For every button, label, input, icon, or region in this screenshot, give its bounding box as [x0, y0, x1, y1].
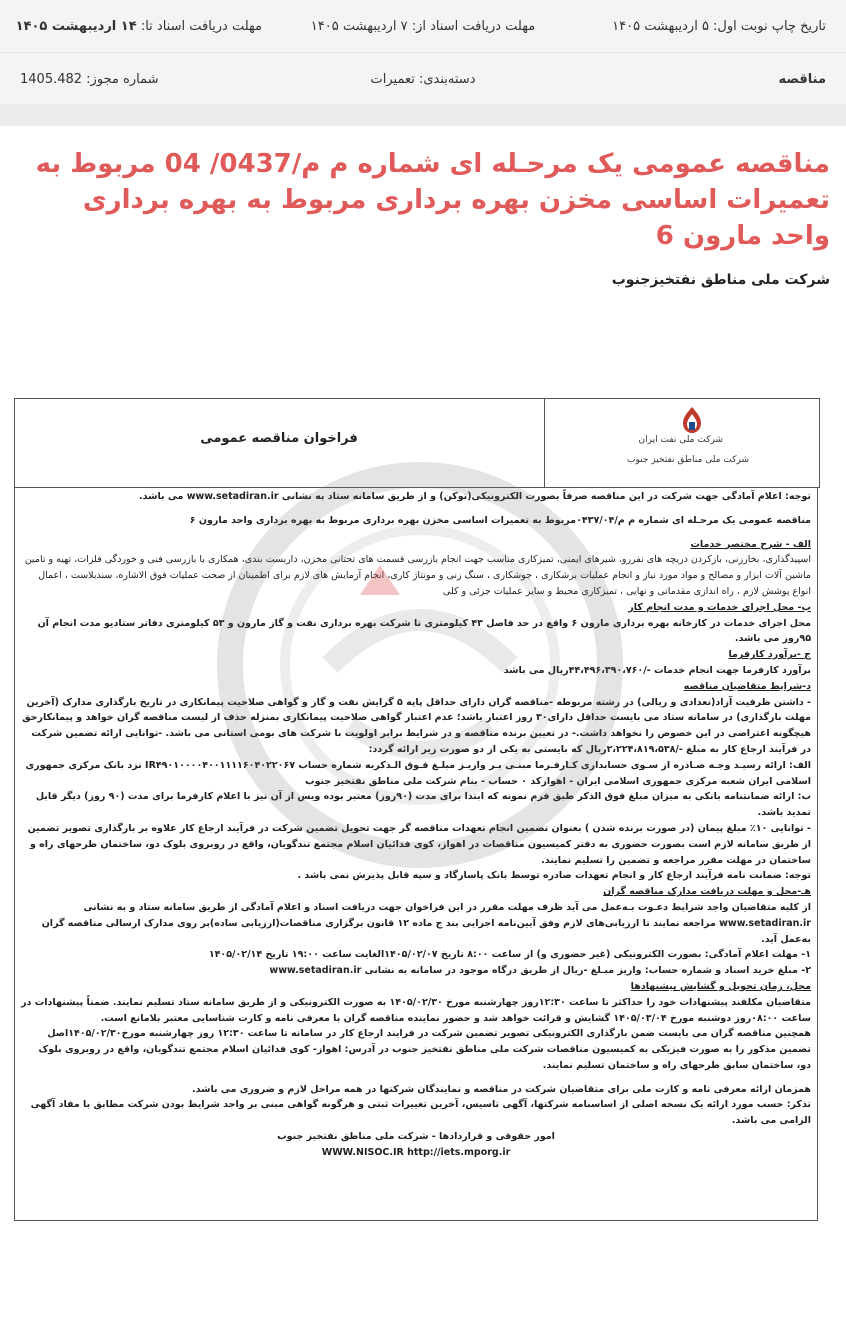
notice-line: - توانایی ۱۰٪ مبلغ پیمان (در صورت برنده شدن ) بعنوان تضمین انجام تعهدات مناقصه گر جهت تحویل تضمین شرکت در فرآیند ارجاع کار علاوه بر بارگذاری تصویر تضمین از طریق سامانه لازم است بصورت حضوری به دفتر کمیسیون مناقصات در اهواز، کوی فدائیان اسلام مجتمع تندگویان، واقع در روبروی بلوک دو، ساختمان طرحهای راه و ساختمان در مهلت مقرر مراجعه و تضمین را تسلیم نمایند. [27, 822, 811, 866]
notice-line: متقاضیان مکلفند پیشنهادات خود را حداکثر تا ساعت ۱۲:۳۰روز چهارشنبه مورخ ۱۴۰۵/۰۲/۳۰ به صورت الکترونیکی و از طریق سامانه ستاد تسلیم نمایند. ضمناً پیشنهادات در ساعت ۰۸:۰۰روز دوشنبه مورخ ۱۴۰۵/۰۳/۰۴ گشایش و قرائت خواهد شد و حضور نماینده مناقصه گران با معرفی نامه و کارت شناسایی معتبر بلامانع است. [21, 996, 811, 1024]
notice-section-heading: ج -برآورد کارفرما [728, 649, 811, 661]
company-name: شرکت ملی مناطق نفتخیزجنوب [611, 272, 830, 288]
notice-line: مناقصه عمومی یک مرحـله ای شماره م م/۰۴۳۷/۰۴مربوط به تعمیرات اساسی مخزن بهره برداری مربوط به بهره برداری واحد مارون ۶ [189, 514, 811, 526]
notice-line: - داشتن ظرفیت آزاد(تعدادی و ریالی) در رشته مربوطه -مناقصه گران دارای حداقل پایه ۵ گرایش نفت و گاز و گواهی صلاحیت پیمانکاری در تاریخ بارگذاری مدارک (آخرین مهلت بارگذاری) در سامانه ستاد می بایست حداقل دارای۳۰ روز اعتبار باشد؛ عدم اعتبار گواهی صلاحیت پیمانکاری بمنزله حذف از لیست مناقصه گران خواهد و پیمانکارحق هیچگونه اعتراضی در این خصوص را نخواهد داشت.- در تعیین برنده مناقصه و در شرایط برابر اولویت با شرکت های بومی استانی می باشد. -توانایی ارائه تضمین شرکت در فرآیند ارجاع کار به مبلغ -/۲،۲۲۴،۸۱۹،۵۳۸ریال که بایستی به یکی از دو صورت زیر ارائه گردد: [22, 696, 811, 755]
doc-until-date [0, 19, 282, 34]
tender-notice-image [14, 398, 820, 1222]
notice-section-heading: الف - شرح مختصر خدمات [690, 538, 811, 550]
meta-row-dates [0, 0, 846, 52]
tender-category: دسته‌بندی: تعمیرات [370, 71, 476, 87]
notice-section-heading: ب- محل اجرای خدمات و مدت انجام کار [628, 601, 811, 613]
doc-from-date: مهلت دریافت اسناد از: ۷ اردیبهشت ۱۴۰۵ [310, 18, 536, 34]
notice-line: الف: ارائه رسیـد وجـه صـادره از سـوی حسابداری کـارفـرما مبنـی بـر واریـز مبلـغ فـوق الـذکربه شماره حساب IR۴۹۰۱۰۰۰۰۴۰۰۱۱۱۱۶۰۴۰۲۲۰۶۷ نزد بانک مرکزی جمهوری اسلامی ایران شعبه مرکزی جمهوری اسلامی ایران - اهوازکد ۰ حساب - بنام شرکت ملی مناطق نفتخیز جنوب [25, 759, 811, 787]
notice-line: برآورد کارفرما جهت انجام خدمات -/۴۴،۴۹۶،۳۹۰،۷۶۰ریال می باشد [503, 664, 811, 676]
notice-header [14, 398, 820, 488]
notice-line: اسپیدگذاری، بخارزنی، بازکردن دریچه های نفررو، شیرهای ایمنی، تمیزکاری مناسب جهت انجام بازرسی قسمت های تحتانی مخزن، داربست بندی، همکاری با بازرسی فنی و خوردگی فلزات، تهیه و تامین ماشین آلات ابزار و مصالح و مواد مورد نیاز و انجام عملیات برشکاری ، جوشکاری ، سنگ زنی و مونتاژ کاری، انجام آزمایش های لازم برای اطمینان از صحت عملیات فوق الاشاره، سندبلاست ، اعمال انواع پوشش لازم ، راه اندازی مقدماتی و نهایی ، تمیزکاری محیط و سایر عملیات جزئی و کلی [24, 554, 811, 597]
notice-spacer [21, 505, 811, 513]
meta-row-info [0, 52, 846, 105]
logo-cell [544, 399, 819, 487]
tender-meta-card [0, 0, 846, 105]
notice-line: ۲- مبلغ خرید اسناد و شماره حساب: واریز مبـلغ -ریال از طریق درگاه موجود در سامانه به نشانی www.setadiran.ir [269, 965, 811, 977]
notice-section-heading: محل، زمان تحویل و گشایش پیشنهادها [630, 980, 811, 992]
notice-spacer [21, 529, 811, 537]
section-divider [0, 104, 846, 126]
logo-line-2: شرکت ملی مناطق نفتخیز جنوب [627, 455, 749, 465]
notice-line: تذکر: حسب مورد ارائه یک نسخه اصلی از اساسنامه شرکتها، آگهی تاسیس، آخرین تغییرات ثبتی و هرگونه گواهی مبنی بر واجد شرایط بودن شرکت مطابق با مفاد آگهی الزامی می باشد. [30, 1099, 811, 1127]
doc-until-label: مهلت دریافت اسناد تا: [140, 18, 262, 34]
notice-line: از کلیه متقاضیان واجد شرایط دعـوت بـه‌عمل می آید ظرف مهلت مقرر در این فراخوان جهت دریافت اسناد و اعلام آمادگی از طریق سامانه ستاد و به نشانی www.setadiran.ir مراجعه نمایند تا ارزیابی‌های لازم وفق آیین‌نامه اجرایی بند ج ماده ۱۲ قانون برگزاری مناقصات(ارزیابی ساده)بر روی مدارک ارسالی مناقصه گران به‌عمل آید. [41, 901, 811, 945]
notice-line: WWW.NISOC.IR http://iets.mporg.ir [321, 1146, 511, 1158]
notice-spacer [21, 1074, 811, 1082]
notice-body [14, 487, 818, 1221]
notice-line: توجه: ضمانت نامه فرآیند ارجاع کار و انجام تعهدات صادره توسط بانک پاسارگاد و سپه قابل پذیرش نمی باشد . [297, 870, 811, 882]
nioc-logo-icon [677, 405, 707, 435]
tender-headline: مناقصه عمومی یک مرحـله ای شماره م م/0437/ 04 مربوط به تعمیرات اساسی مخزن بهره برداری مربوط به بهره برداری واحد مارون 6 [35, 149, 830, 251]
license-number: شماره مجوز: 1405.482 [20, 71, 159, 87]
logo-line-1: شرکت ملی نفت ایران [638, 435, 723, 445]
doc-until-value: ۱۴ اردیبهشت ۱۴۰۵ [15, 18, 137, 34]
notice-section-heading: د-شرایط متقاضیان مناقصه [683, 680, 811, 692]
notice-section-heading: هـ-محل و مهلت دریافت مدارک مناقصه گران [603, 886, 811, 898]
notice-line: همچنین مناقصه گران می بایست ضمن بارگذاری الکترونیکی تصویر تضمین شرکت در فرایند ارجاع کار در سامانه تا ساعت ۱۲:۳۰ روز چهارشنبه مورخ۱۴۰۵/۰۲/۳۰اصل تضمین مذکور را به صورت فیزیکی به کمیسیون مناقصات شرکت ملی مناطق نفتخیز جنوب در آدرس: اهواز- کوی فدائیان اسلام مجتمع تندگویان، واقع در روبروی بلوک دو، ساختمان سابق طرحهای راه و ساختمان تسلیم نمایند. [38, 1028, 811, 1071]
print-date: تاریخ چاپ نوبت اول: ۵ اردیبهشت ۱۴۰۵ [612, 18, 826, 34]
notice-line: محل اجرای خدمات در کارخانه بهره برداری مارون ۶ واقع در حد فاصل ۴۳ کیلومتری تا شرکت بهره برداری نفت و گاز مارون و ۵۳ کیلومتری دفاتر ستادیو مدت انجام آن ۹۵روز می باشد. [37, 617, 811, 645]
notice-line: توجه: اعلام آمادگی جهت شرکت در این مناقصه صرفاً بصورت الکترونیکی(توکن) و از طریق سامانه ستاد به نشانی www.setadiran.ir می باشد. [139, 491, 811, 502]
call-title: فراخوان مناقصه عمومی [200, 431, 358, 446]
notice-line: همزمان ارائه معرفی نامه و کارت ملی برای متقاضیان شرکت در مناقصه و نمایندگان شرکتها در همه مراحل لازم و ضروری می باشد. [192, 1083, 811, 1095]
notice-line: امور حقوقی و قراردادها - شرکت ملی مناطق نفتخیز جنوب [277, 1131, 555, 1143]
tender-type: مناقصه [778, 71, 826, 87]
notice-line: ب: ارائه ضمانتنامه بانکی به میزان مبلغ فوق الذکر طبق فرم نمونه که ابتدا برای مدت (۹۰روز) معتبر بوده ویس از آن نیز با اعلام کارفرما برای مدت (۹۰ روز) دیگر قابل تمدید باشد. [35, 791, 811, 819]
notice-line: ۱- مهلت اعلام آمادگی: بصورت الکترونیکی (غیر حضوری و) از ساعت ۸:۰۰ تاریخ ۱۴۰۵/۰۲/۰۷الغایت ساعت ۱۹:۰۰ تاریخ ۱۴۰۵/۰۲/۱۴ [208, 949, 811, 961]
